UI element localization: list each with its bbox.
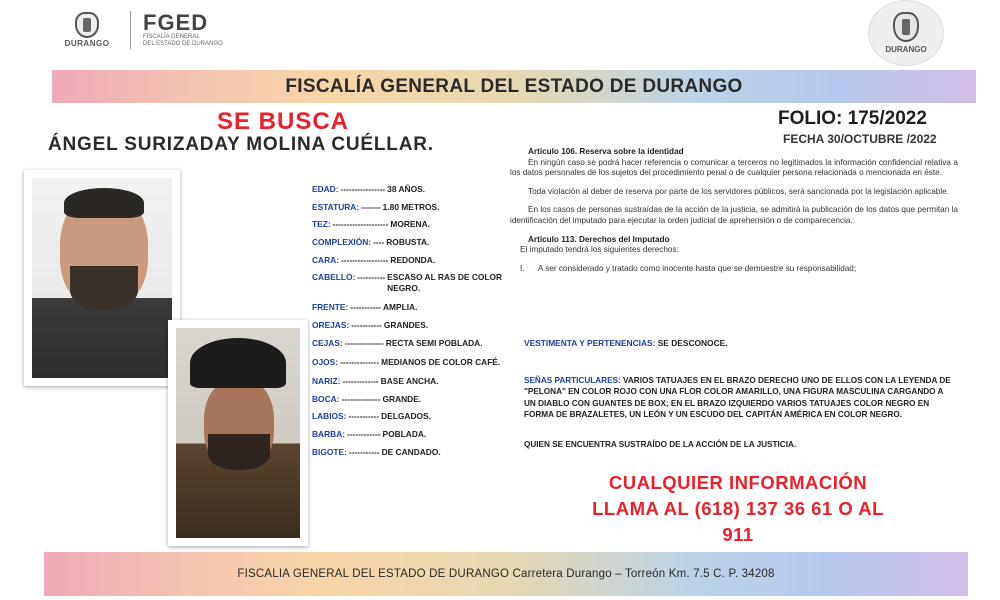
description-dash: ------------	[347, 428, 381, 439]
description-row	[312, 184, 522, 195]
article-113-item	[510, 264, 958, 275]
article-106-paragraph-3: En los casos de personas sustraídas de la acción de la justicia, se admitirá la publicación de los datos que permitan la identificación del imputado para ejecutar la orden judicial de aprehensión o de comparecencia.	[510, 205, 958, 225]
description-dash: --------------	[340, 356, 380, 367]
description-label: BIGOTE:	[312, 446, 347, 457]
article-113-intro: El imputado tendrá los siguientes derechos:	[520, 245, 679, 255]
description-value: BASE ANCHA.	[380, 375, 439, 386]
description-row	[312, 272, 522, 294]
description-dash: ----------	[357, 272, 386, 283]
article-106-title: Artículo 106. Reserva sobre la identidad	[528, 147, 684, 156]
description-dash: --------------------	[332, 219, 389, 230]
description-label: COMPLEXIÓN:	[312, 237, 372, 248]
contact-line-3: 911	[722, 524, 754, 545]
description-label: CEJAS:	[312, 337, 343, 348]
fged-logo	[56, 8, 256, 52]
description-row	[312, 411, 522, 422]
description-value: ROBUSTA.	[386, 237, 430, 248]
description-value: 38 AÑOS.	[387, 184, 426, 194]
description-label: LABIOS:	[312, 411, 347, 422]
description-dash: ----------------	[340, 184, 386, 194]
description-dash: -------------	[342, 375, 379, 386]
description-row	[312, 338, 522, 349]
clothing-info	[524, 338, 728, 348]
clothing-value: SE DESCONOCE.	[657, 338, 728, 348]
header-banner	[52, 70, 976, 103]
description-dash: ----	[373, 237, 385, 248]
wanted-person-name: ÁNGEL SURIZADAY MOLINA CUÉLLAR.	[48, 134, 434, 155]
marks-value: VARIOS TATUAJES EN EL BRAZO DERECHO UNO DE ELLOS CON LA LEYENDA DE "PELONA" EN COLOR ROJO CON UNA FLOR COLOR AMARILLO, UNA FIGURA MASCULINA CARGANDO A UN DIABLO CON GUANTES DE BOX; EN EL BRAZO IZQUIERDO VARIOS TATUAJES COLOR NEGRO EN FORMA DE BRAZALETES, UN LEÓN Y UN ESCUDO DEL CAPITÁN AMÉRICA EN COLOR NEGRO.	[524, 376, 951, 420]
durango-emblem-icon	[868, 0, 944, 66]
physical-description	[312, 184, 522, 464]
seal-label: DURANGO	[64, 39, 110, 48]
description-value: DELGADOS.	[381, 411, 431, 422]
description-dash: -----------------	[340, 254, 389, 265]
description-label: FRENTE:	[312, 302, 349, 313]
fged-subtitle-2: DEL ESTADO DE DURANGO	[143, 41, 223, 47]
durango-seal-icon	[56, 9, 118, 51]
description-row	[312, 320, 522, 331]
article-106-paragraph-1: En ningún caso se podrá hacer referencia o comunicar a terceros no legitimados la información confidencial relativa a los datos personales de los sujetos del procedimiento penal o de cualquier persona relacionada o mencionada en éste.	[510, 157, 958, 178]
suspect-photo-2	[168, 320, 308, 546]
description-label: CABELLO:	[312, 272, 356, 283]
contact-info	[520, 470, 956, 548]
description-row	[312, 237, 522, 248]
description-dash: -----------	[348, 411, 380, 422]
article-113-item-number: I.	[520, 263, 525, 273]
description-row	[312, 376, 522, 387]
description-value: 1.80 METROS.	[382, 201, 440, 212]
description-value: AMPLIA.	[382, 302, 418, 313]
article-106-paragraph-2: Toda violación al deber de reserva por parte de los servidores públicos, será sancionada por la legislación aplicable.	[528, 186, 949, 196]
description-dash: -----------	[350, 302, 381, 313]
fged-wordmark	[143, 12, 223, 48]
description-row	[312, 447, 522, 458]
description-label: BARBA:	[312, 428, 346, 439]
article-113-item-text: A ser considerado y tratado como inocente hasta que se demuestre su responsabilidad;	[538, 263, 857, 273]
contact-line-1: CUALQUIER INFORMACIÓN	[608, 472, 868, 493]
fged-subtitle-1: FISCALÍA GENERAL	[143, 34, 200, 40]
description-label: ESTATURA:	[312, 201, 360, 212]
emblem-label: DURANGO	[885, 45, 927, 54]
description-row	[312, 429, 522, 440]
contact-line-2: LLAMA AL (618) 137 36 61 O AL	[592, 498, 884, 519]
legal-text	[510, 147, 958, 274]
description-label: BOCA:	[312, 393, 340, 404]
article-113-title: Artículo 113. Derechos del Imputado	[528, 234, 670, 244]
description-row	[312, 255, 522, 266]
description-row	[312, 394, 522, 405]
description-dash: -------	[361, 201, 381, 212]
description-value: DE CANDADO.	[381, 446, 441, 457]
description-value: GRANDES.	[383, 320, 429, 331]
description-label: EDAD:	[312, 184, 339, 194]
description-value: ESCASO AL RAS DE COLOR NEGRO.	[387, 272, 503, 294]
description-dash: -----------	[348, 446, 380, 457]
description-value: MORENA.	[390, 219, 430, 230]
description-label: CARA:	[312, 254, 339, 265]
marks-label: SEÑAS PARTICULARES:	[524, 376, 621, 385]
distinguishing-marks	[524, 375, 956, 421]
description-label: OJOS:	[312, 356, 339, 367]
description-label: NARIZ:	[312, 375, 341, 386]
description-value: POBLADA.	[382, 428, 427, 439]
folio-date: FECHA 30/OCTUBRE /2022	[783, 132, 937, 146]
fged-title: FGED	[143, 10, 209, 35]
folio-number: FOLIO: 175/2022	[778, 108, 927, 129]
fugitive-statement: QUIEN SE ENCUENTRA SUSTRAÍDO DE LA ACCIÓN DE LA JUSTICIA.	[524, 440, 797, 449]
banner-title: FISCALÍA GENERAL DEL ESTADO DE DURANGO	[285, 75, 743, 97]
description-label: OREJAS:	[312, 320, 350, 331]
description-value: GRANDE.	[382, 393, 422, 404]
description-row	[312, 302, 522, 313]
description-row	[312, 202, 522, 213]
suspect-photo-1	[24, 170, 180, 386]
description-value: RECTA SEMI POBLADA.	[385, 337, 483, 348]
description-row	[312, 357, 522, 368]
clothing-label: VESTIMENTA Y PERTENENCIAS:	[524, 338, 656, 348]
logo-divider	[130, 11, 131, 49]
footer-address: FISCALIA GENERAL DEL ESTADO DE DURANGO Carretera Durango – Torreón Km. 7.5 C. P. 34208	[237, 568, 775, 580]
description-dash: -----------	[351, 320, 382, 331]
description-value: MEDIANOS DE COLOR CAFÉ.	[381, 356, 501, 367]
description-dash: --------------	[341, 393, 381, 404]
description-value: REDONDA.	[390, 254, 436, 265]
wanted-headline: SE BUSCA	[216, 108, 350, 135]
description-dash: --------------	[344, 337, 384, 348]
footer-banner	[44, 552, 968, 596]
description-label: TEZ:	[312, 219, 331, 230]
description-row	[312, 219, 522, 230]
